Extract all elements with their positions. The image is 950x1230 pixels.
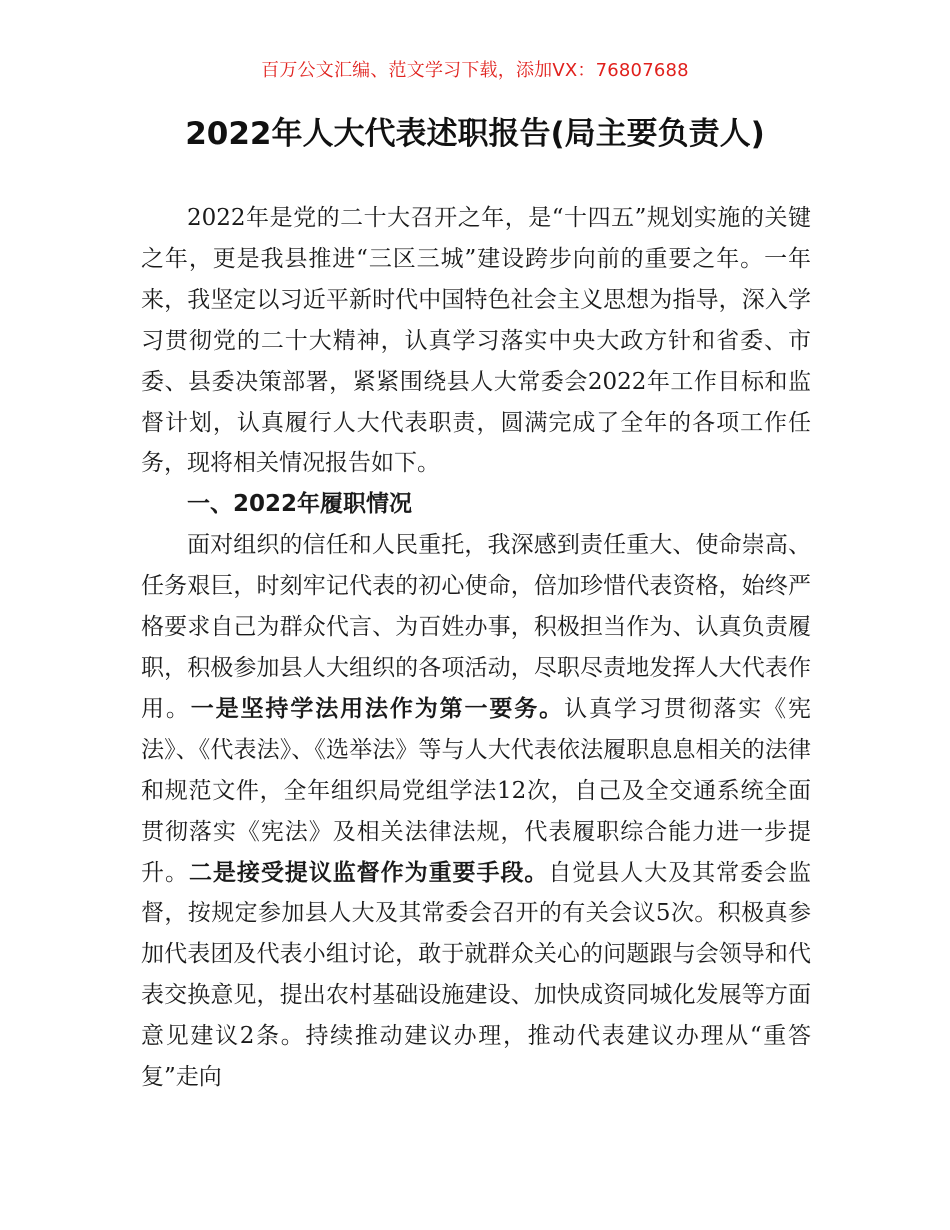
paragraph-text: 认真学习贯彻落实《宪法》、《代表法》、《选举法》等与人大代表依法履职息息相关的法律和规范文件，全年组织局党组学法12次，自己及全交通系统全面贯彻落实《宪法》及相关法律法规，代表履职综合能力进一步提升。 [141,695,812,886]
section-heading: 一、2022年履职情况 [187,491,413,518]
intro-paragraph: 2022年是党的二十大召开之年，是“十四五”规划实施的关键之年，更是我县推进“三区三城”建设跨步向前的重要之年。一年来，我坚定以习近平新时代中国特色社会主义思想为指导，深入学习贯彻党的二十大精神，认真学习落实中央大政方针和省委、市委、县委决策部署，紧紧围绕县人大常委会2022年工作目标和监督计划，认真履行人大代表职责，圆满完成了全年的各项工作任务，现将相关情况报告如下。 [141,205,811,477]
bold-point-1: 一是坚持学法用法作为第一要务。 [190,695,565,722]
bold-point-2: 二是接受提议监督作为重要手段。 [188,859,549,886]
paragraph-text: 自觉县人大及其常委会监督，按规定参加县人大及其常委会召开的有关会议5次。积极真参加代表团及代表小组讨论，敢于就群众关心的问题跟与会领导和代表交换意见，提出农村基础设施建设、加快成资同城化发展等方面意见建议2条。持续推动建议办理，推动代表建议办理从“重答复”走向 [141,859,812,1091]
section-paragraph [141,525,811,1098]
watermark-banner: 百万公文汇编、范文学习下载，添加VX：76807688 [261,60,689,81]
document-title: 2022年人大代表述职报告(局主要负责人) [185,116,765,152]
document-body [141,198,811,1098]
paragraph-text: 面对组织的信任和人民重托，我深感到责任重大、使命崇高、任务艰巨，时刻牢记代表的初心使命，倍加珍惜代表资格，始终严格要求自己为群众代言、为百姓办事，积极担当作为、认真负责履职，积极参加县人大组织的各项活动，尽职尽责地发挥人大代表作用。 [141,532,811,722]
